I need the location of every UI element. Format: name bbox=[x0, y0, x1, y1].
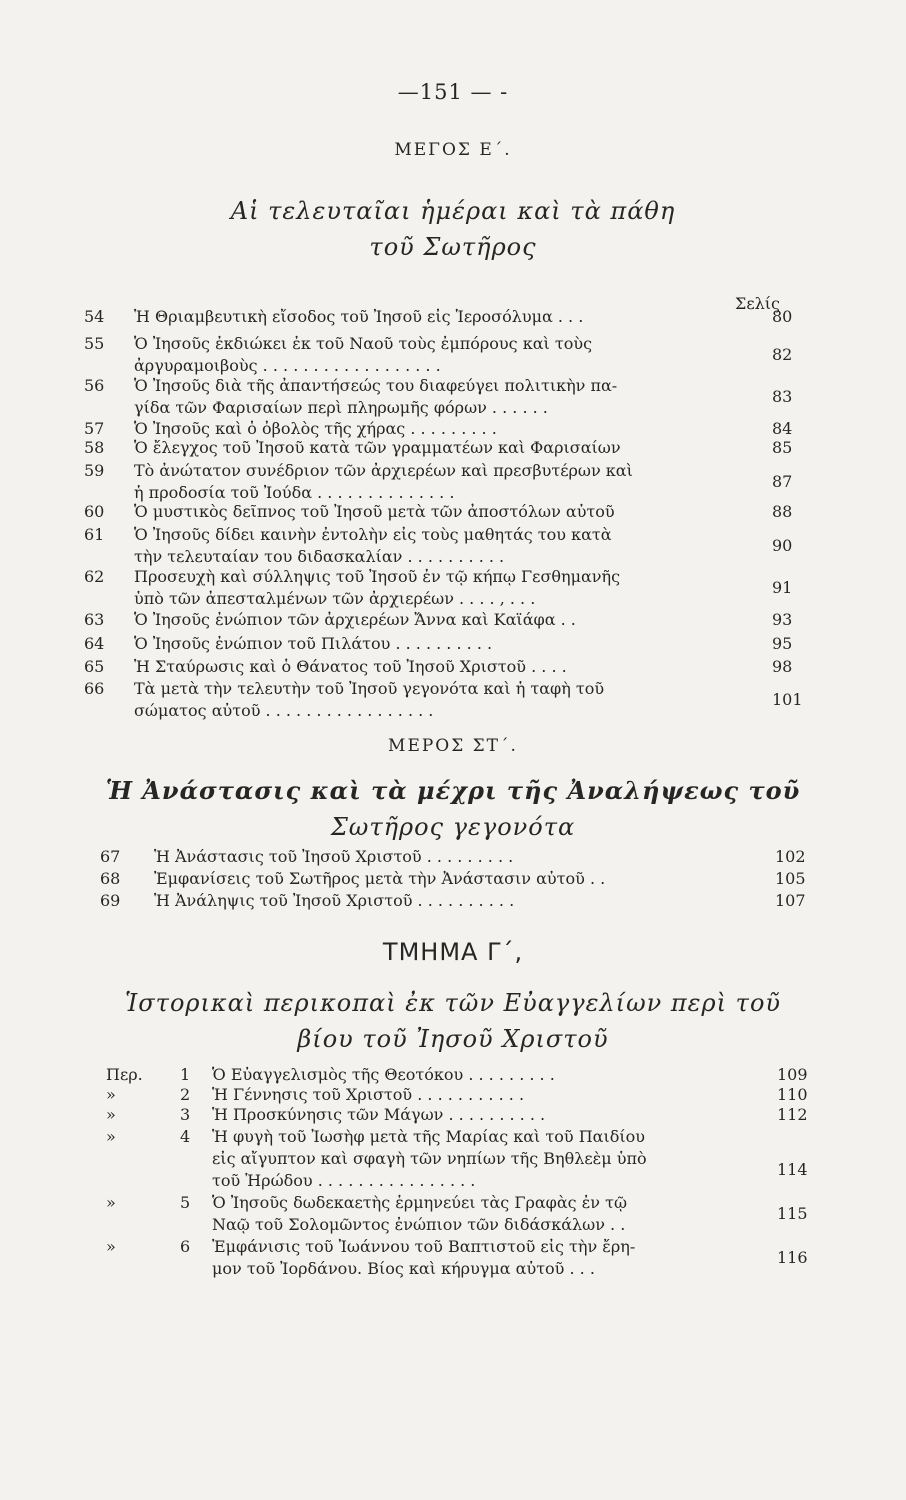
entry-marker: » bbox=[106, 1085, 116, 1104]
entry-title-line: μον τοῦ Ἰορδάνου. Βίος καὶ κήρυγμα αὐτοῦ . . . bbox=[212, 1259, 595, 1278]
entry-page: 115 bbox=[777, 1204, 808, 1223]
entry-title-cont: σώματος αὐτοῦ . . . . . . . . . . . . . . . . . bbox=[134, 701, 434, 720]
entry-page: 91 bbox=[772, 578, 793, 597]
entry-page: 110 bbox=[777, 1085, 808, 1104]
part5-title-line2: τοῦ Σωτῆρος bbox=[369, 233, 537, 261]
entry-title-line: Ἐμφάνισις τοῦ Ἰωάννου τοῦ Βαπτιστοῦ εἰς τὴν ἔρη- bbox=[212, 1237, 636, 1256]
entry-page: 98 bbox=[772, 657, 793, 676]
entry-number: 3 bbox=[180, 1105, 191, 1124]
entry-number: 5 bbox=[180, 1193, 191, 1212]
entry-title-cont: τὴν τελευταίαν του διδασκαλίαν . . . . . . . . . . bbox=[134, 547, 505, 566]
entry-title-line: Ὁ Ἰησοῦς δωδεκαετὴς ἑρμηνεύει τὰς Γραφὰς ἐν τῷ bbox=[212, 1193, 627, 1212]
entry-number: 67 bbox=[100, 847, 121, 866]
entry-page: 90 bbox=[772, 536, 793, 555]
entry-number: 68 bbox=[100, 869, 121, 888]
entry-title-cont: γίδα τῶν Φαρισαίων περὶ πληρωμῆς φόρων . . . . . . bbox=[134, 398, 548, 417]
entry-number: 63 bbox=[84, 610, 105, 629]
entry-title: Ὁ Ἰησοῦς ἐνώπιον τοῦ Πιλάτου . . . . . . . . . . bbox=[134, 634, 493, 653]
entry-title: Ἐμφανίσεις τοῦ Σωτῆρος μετὰ τὴν Ἀνάστασιν αὐτοῦ . . bbox=[154, 869, 606, 888]
entry-title: Ὁ Ἰησοῦς ἐνώπιον τῶν ἀρχιερέων Ἄννα καὶ Καϊάφα . . bbox=[134, 610, 576, 629]
entry-title-line: Ἡ Γέννησις τοῦ Χριστοῦ . . . . . . . . . . . bbox=[212, 1085, 525, 1104]
entry-page: 101 bbox=[772, 690, 803, 709]
entry-page: 85 bbox=[772, 438, 793, 457]
entry-title-line: τοῦ Ἡρώδου . . . . . . . . . . . . . . . . bbox=[212, 1171, 476, 1190]
entry-title: Ὁ Ἰησοῦς καὶ ὁ ὀβολὸς τῆς χήρας . . . . . . . . . bbox=[134, 419, 497, 438]
entry-title: Τὰ μετὰ τὴν τελευτὴν τοῦ Ἰησοῦ γεγονότα καὶ ἡ ταφὴ τοῦ bbox=[134, 679, 605, 698]
entry-number: 55 bbox=[84, 334, 105, 353]
page-column-label: Σελίς bbox=[735, 294, 780, 313]
entry-title: Ὁ ἔλεγχος τοῦ Ἰησοῦ κατὰ τῶν γραμματέων καὶ Φαρισαίων bbox=[134, 438, 621, 457]
entry-page: 116 bbox=[777, 1248, 808, 1267]
entry-page: 83 bbox=[772, 387, 793, 406]
entry-title-line: Ἡ φυγὴ τοῦ Ἰωσὴφ μετὰ τῆς Μαρίας καὶ τοῦ Παιδίου bbox=[212, 1127, 645, 1146]
part6-title-line1: Ἡ Ἀνάστασις καὶ τὰ μέχρι τῆς Ἀναλήψεως τοῦ bbox=[105, 776, 801, 805]
entry-title: Ἡ Θριαμβευτικὴ εἴσοδος τοῦ Ἰησοῦ εἰς Ἱεροσόλυμα . . . bbox=[134, 307, 584, 326]
entry-title: Ὁ μυστικὸς δεῖπνος τοῦ Ἰησοῦ μετὰ τῶν ἀποστόλων αὐτοῦ bbox=[134, 502, 615, 521]
entry-marker: » bbox=[106, 1127, 116, 1146]
entry-marker: » bbox=[106, 1105, 116, 1124]
entry-title-cont: ἀργυραμοιβοὺς . . . . . . . . . . . . . . . . . . bbox=[134, 356, 441, 375]
entry-page: 87 bbox=[772, 472, 793, 491]
part5-heading: ΜΕΓΟΣ Ε΄. bbox=[394, 140, 512, 160]
entry-number: 69 bbox=[100, 891, 121, 910]
entry-page: 114 bbox=[777, 1160, 808, 1179]
entry-page: 105 bbox=[775, 869, 806, 888]
entry-number: 62 bbox=[84, 567, 105, 586]
entry-page: 88 bbox=[772, 502, 793, 521]
entry-page: 82 bbox=[772, 345, 793, 364]
entry-title: Ὁ Ἰησοῦς δίδει καινὴν ἐντολὴν εἰς τοὺς μαθητάς του κατὰ bbox=[134, 525, 612, 544]
entry-page: 107 bbox=[775, 891, 806, 910]
entry-page: 102 bbox=[775, 847, 806, 866]
entry-number: 54 bbox=[84, 307, 105, 326]
entry-title: Ὁ Ἰησοῦς ἐκδιώκει ἐκ τοῦ Ναοῦ τοὺς ἐμπόρους καὶ τοὺς bbox=[134, 334, 593, 353]
entry-page: 109 bbox=[777, 1065, 808, 1084]
entry-number: 66 bbox=[84, 679, 105, 698]
part6-title-line2: Σωτῆρος γεγονότα bbox=[330, 813, 576, 841]
entry-title: Τὸ ἀνώτατον συνέδριον τῶν ἀρχιερέων καὶ πρεσβυτέρων καὶ bbox=[134, 461, 633, 480]
entry-number: 60 bbox=[84, 502, 105, 521]
entry-number: 58 bbox=[84, 438, 105, 457]
entry-number: 57 bbox=[84, 419, 105, 438]
page-number: —151 — - bbox=[397, 80, 509, 104]
entry-title: Ἡ Ἀνάστασις τοῦ Ἰησοῦ Χριστοῦ . . . . . . . . . bbox=[154, 847, 514, 866]
entry-title-line: Ναῷ τοῦ Σολομῶντος ἐνώπιον τῶν διδάσκάλων . . bbox=[212, 1215, 626, 1234]
entry-page: 95 bbox=[772, 634, 793, 653]
entry-number: 65 bbox=[84, 657, 105, 676]
entry-page: 80 bbox=[772, 307, 793, 326]
part6-heading: ΜΕΡΟΣ ΣΤ΄. bbox=[388, 736, 518, 756]
entry-page: 93 bbox=[772, 610, 793, 629]
entry-number: 64 bbox=[84, 634, 105, 653]
entry-marker: » bbox=[106, 1193, 116, 1212]
section-c-title-line2: βίου τοῦ Ἰησοῦ Χριστοῦ bbox=[297, 1025, 609, 1053]
entry-title: Προσευχὴ καὶ σύλληψις τοῦ Ἰησοῦ ἐν τῷ κήπῳ Γεσθημανῆς bbox=[134, 567, 621, 586]
entry-number: 6 bbox=[180, 1237, 191, 1256]
entry-number: 61 bbox=[84, 525, 105, 544]
entry-number: 4 bbox=[180, 1127, 191, 1146]
entry-title-cont: ὑπὸ τῶν ἀπεσταλμένων τῶν ἀρχιερέων . . . . , . . . bbox=[134, 589, 536, 608]
entry-number: 59 bbox=[84, 461, 105, 480]
entry-page: 112 bbox=[777, 1105, 808, 1124]
entry-title-line: Ὁ Εὐαγγελισμὸς τῆς Θεοτόκου . . . . . . . . . bbox=[212, 1065, 555, 1084]
entry-title-cont: ἡ προδοσία τοῦ Ἰούδα . . . . . . . . . . . . . . bbox=[134, 483, 455, 502]
entry-title: Ὁ Ἰησοῦς διὰ τῆς ἀπαντήσεώς του διαφεύγει πολιτικὴν πα- bbox=[134, 376, 618, 395]
entry-title: Ἡ Σταύρωσις καὶ ὁ Θάνατος τοῦ Ἰησοῦ Χριστοῦ . . . . bbox=[134, 657, 567, 676]
section-c-title-line1: Ἱστορικαὶ περικοπαὶ ἐκ τῶν Εὐαγγελίων περὶ τοῦ bbox=[124, 989, 781, 1017]
entry-page: 84 bbox=[772, 419, 793, 438]
entry-number: 56 bbox=[84, 376, 105, 395]
entry-number: 2 bbox=[180, 1085, 191, 1104]
entry-marker: Περ. bbox=[106, 1065, 143, 1084]
entry-title: Ἡ Ἀνάληψις τοῦ Ἰησοῦ Χριστοῦ . . . . . . . . . . bbox=[154, 891, 515, 910]
section-c-heading: ΤΜΗΜΑ Γ΄, bbox=[382, 938, 524, 966]
entry-marker: » bbox=[106, 1237, 116, 1256]
entry-title-line: εἰς αἴγυπτον καὶ σφαγὴ τῶν νηπίων τῆς Βηθλεὲμ ὑπὸ bbox=[212, 1149, 647, 1168]
part5-title-line1: Αἱ τελευταῖαι ἡμέραι καὶ τὰ πάθη bbox=[230, 197, 676, 225]
entry-title-line: Ἡ Προσκύνησις τῶν Μάγων . . . . . . . . . . bbox=[212, 1105, 546, 1124]
entry-number: 1 bbox=[180, 1065, 191, 1084]
